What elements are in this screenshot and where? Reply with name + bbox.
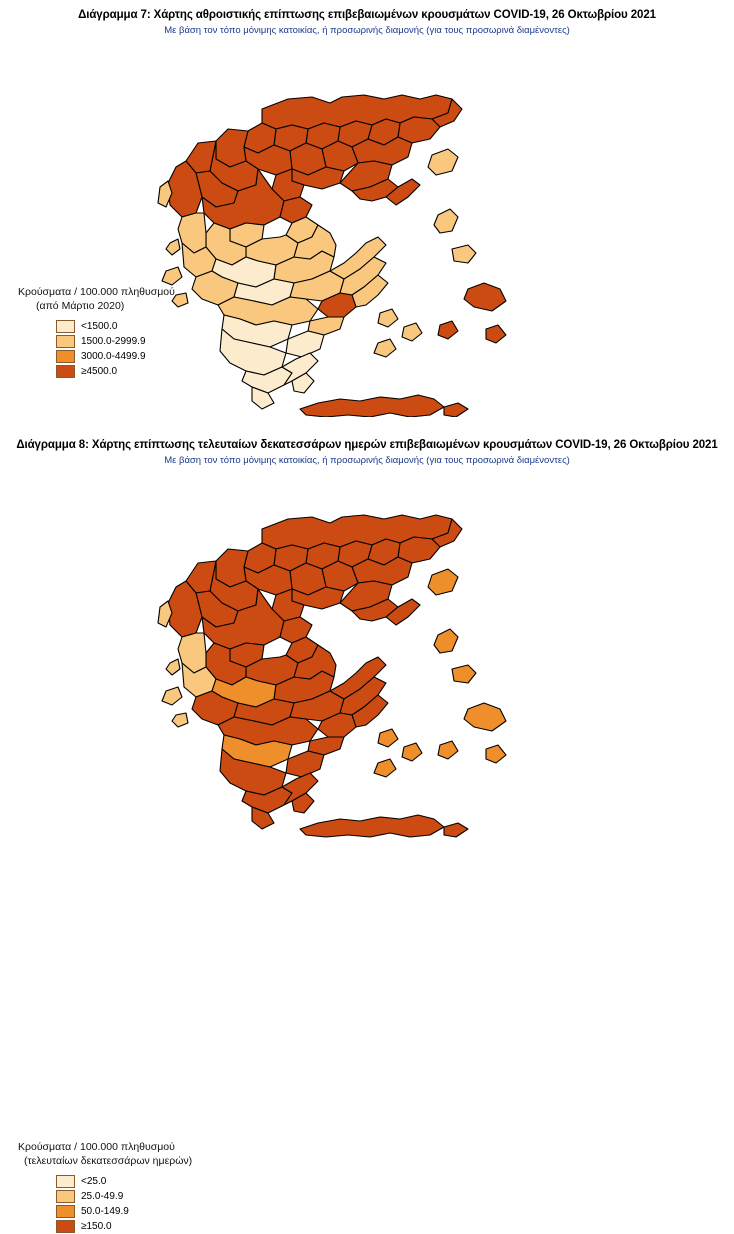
region-lasithi	[444, 823, 468, 837]
region-crete	[300, 395, 444, 417]
legend-chart8	[18, 1140, 192, 1234]
legend-row	[56, 1189, 192, 1204]
region-samos	[452, 665, 476, 683]
legend-label-bin3: ≥150.0	[81, 1221, 112, 1233]
region-lasithi	[444, 403, 468, 417]
region-zakynthos	[172, 713, 188, 727]
legend-swatch-bin0	[56, 1175, 75, 1188]
region-cyclades-mid	[402, 323, 422, 341]
legend-swatch-bin2	[56, 1205, 75, 1218]
legend-items	[56, 319, 175, 379]
region-arkadia-east	[286, 751, 324, 777]
region-dodecanese-south	[438, 321, 458, 339]
region-samos	[452, 245, 476, 263]
legend-swatch-bin1	[56, 335, 75, 348]
region-crete	[300, 815, 444, 837]
region-cyclades-mid	[402, 743, 422, 761]
legend-row	[56, 319, 175, 334]
legend-row	[56, 1204, 192, 1219]
legend-label-bin2: 3000.0-4499.9	[81, 351, 146, 363]
chart8-title: Διάγραμμα 8: Χάρτης επίπτωσης τελευταίων δεκατεσσάρων ημερών επιβεβαιωμένων κρουσμάτων COVID-19, 26 Οκτωβρίου 2021	[16, 439, 718, 451]
region-dodecanese	[464, 703, 506, 731]
chart7-subtitle: Με βάση τον τόπο μόνιμης κατοικίας, ή προσωρινής διαμονής (για τους προσωρινά διαμένοντες)	[164, 25, 570, 37]
region-lesvos	[428, 569, 458, 595]
legend-label-bin1: 1500.0-2999.9	[81, 336, 146, 348]
legend-swatch-bin3	[56, 365, 75, 378]
region-dodecanese	[464, 283, 506, 311]
legend-row	[56, 1219, 192, 1234]
legend-items	[56, 1174, 192, 1234]
region-cyclades-north	[378, 729, 398, 747]
region-kefalonia	[162, 267, 182, 285]
chart8-map	[0, 467, 734, 857]
legend-chart7	[18, 285, 175, 379]
legend-row	[56, 364, 175, 379]
legend-title-line1: Κρούσματα / 100.000 πληθυσμού	[18, 286, 175, 298]
region-rodopi	[398, 117, 440, 143]
chart7-title: Διάγραμμα 7: Χάρτης αθροιστικής επίπτωσης επιβεβαιωμένων κρουσμάτων COVID-19, 26 Οκτωβρίου 2021	[78, 9, 656, 21]
region-cyclades-south	[374, 759, 396, 777]
legend-label-bin0: <1500.0	[81, 321, 118, 333]
legend-label-bin2: 50.0-149.9	[81, 1206, 129, 1218]
map-section-chart7	[0, 0, 734, 430]
legend-row	[56, 349, 175, 364]
region-lesvos	[428, 149, 458, 175]
legend-title-line2: (τελευταίων δεκατεσσάρων ημερών)	[24, 1155, 193, 1168]
region-kefalonia	[162, 687, 182, 705]
region-rodos	[486, 325, 506, 343]
legend-row	[56, 1174, 192, 1189]
legend-swatch-bin0	[56, 320, 75, 333]
region-lefkada	[166, 659, 180, 675]
legend-title-line1: Κρούσματα / 100.000 πληθυσμού	[18, 1141, 175, 1153]
chart8-subtitle: Με βάση τον τόπο μόνιμης κατοικίας, ή προσωρινής διαμονής (για τους προσωρινά διαμένοντες)	[164, 455, 570, 467]
region-arkadia-east	[286, 331, 324, 357]
region-rodos	[486, 745, 506, 763]
legend-label-bin3: ≥4500.0	[81, 366, 118, 378]
legend-row	[56, 334, 175, 349]
legend-swatch-bin2	[56, 350, 75, 363]
region-lefkada	[166, 239, 180, 255]
legend-label-bin1: 25.0-49.9	[81, 1191, 124, 1203]
legend-swatch-bin3	[56, 1220, 75, 1233]
region-cyclades-south	[374, 339, 396, 357]
map-section-chart8	[0, 430, 734, 1233]
region-chios	[434, 629, 458, 653]
greece-map-14day	[0, 467, 734, 857]
legend-label-bin0: <25.0	[81, 1176, 107, 1188]
legend-title-line2: (από Μάρτιο 2020)	[36, 300, 125, 313]
region-cyclades-north	[378, 309, 398, 327]
region-chios	[434, 209, 458, 233]
region-rodopi	[398, 537, 440, 563]
region-dodecanese-south	[438, 741, 458, 759]
legend-swatch-bin1	[56, 1190, 75, 1203]
